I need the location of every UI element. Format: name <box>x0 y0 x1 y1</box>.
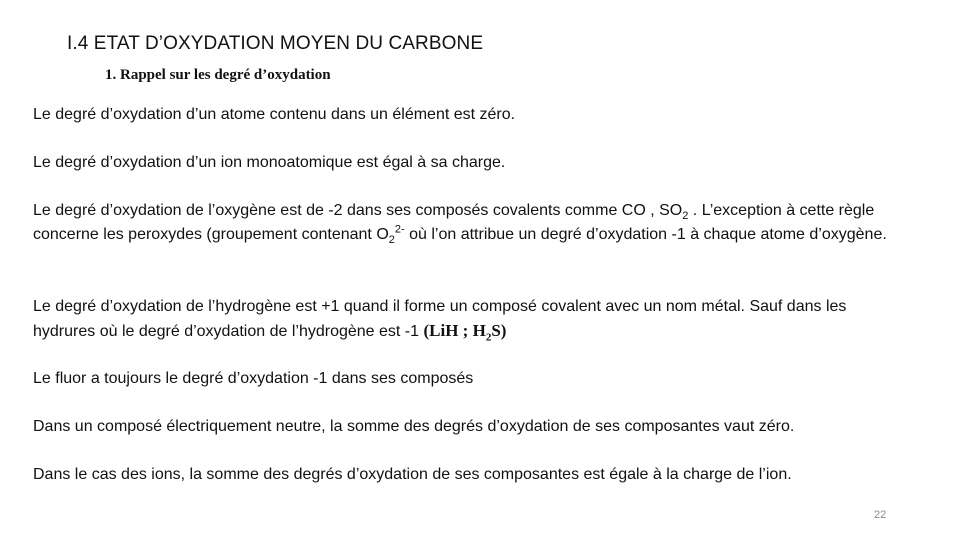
hydride-example-a: (LiH ; H <box>423 321 486 340</box>
hydrogen-text: Le degré d’oxydation de l’hydrogène est +1 quand il forme un composé covalent avec un nom métal. Sauf dans les hydrures où le degré d’oxydation de l’hydrogène est -1 <box>33 298 847 340</box>
paragraph-ions: Dans le cas des ions, la somme des degrés d’oxydation de ses composantes est égale à la charge de l’ion. <box>33 466 792 483</box>
oxygen-text-c: où l’on attribue un degré d’oxydation -1 à chaque atome d’oxygène. <box>404 226 887 243</box>
paragraph-neutral-compound: Dans un composé électriquement neutre, la somme des degrés d’oxydation de ses composantes vaut zéro. <box>33 418 795 435</box>
slide-subtitle: 1. Rappel sur les degré d’oxydation <box>105 67 331 83</box>
peroxide-charge: 2- <box>394 223 405 236</box>
peroxide-subscript: 2 <box>388 234 395 247</box>
paragraph-neutral-atom: Le degré d’oxydation d’un atome contenu dans un élément est zéro. <box>33 106 516 123</box>
hydride-example-b: S) <box>491 321 507 340</box>
h2s-subscript: 2 <box>485 331 492 344</box>
paragraph-fluorine: Le fluor a toujours le degré d’oxydation -1 dans ses composés <box>33 370 474 387</box>
hydride-example <box>423 321 507 344</box>
page-number: 22 <box>874 509 887 521</box>
oxygen-text-b: . L’exception à cette règle concerne les peroxydes (groupement contenant O <box>33 202 875 243</box>
oxygen-text-a: Le degré d’oxydation de l’oxygène est de -2 dans ses composés covalents comme CO , SO <box>33 202 683 219</box>
paragraph-oxygen <box>33 199 913 247</box>
paragraph-monoatomic-ion: Le degré d’oxydation d’un ion monoatomique est égal à sa charge. <box>33 154 506 171</box>
slide-title: I.4 ETAT D’OXYDATION MOYEN DU CARBONE <box>67 33 484 54</box>
so2-subscript: 2 <box>682 210 689 223</box>
paragraph-hydrogen <box>33 295 913 344</box>
